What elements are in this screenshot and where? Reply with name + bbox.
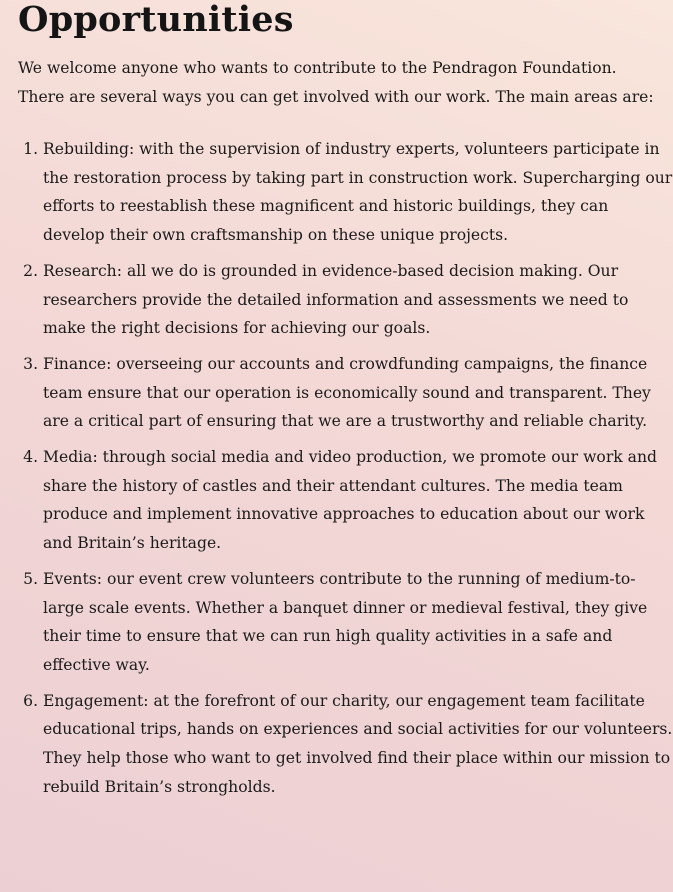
intro-paragraph: We welcome anyone who wants to contribute to the Pendragon Foundation. There are several ways you can get involved with our work. The main areas are: <box>18 59 654 106</box>
list-item-finance: 3. Finance: overseeing our accounts and crowdfunding campaigns, the finance team ensure that our operation is economically sound and transparent. They are a critical part of ensuring that we are a trustworthy and reliable charity. <box>43 350 673 436</box>
list-item-rebuilding: 1. Rebuilding: with the supervision of industry experts, volunteers participate in the restoration process by taking part in construction work. Supercharging our efforts to reestablish these magnificent and historic buildings, they can develop their own craftsmanship on these unique projects. <box>43 135 673 250</box>
page-title: Opportunities <box>18 0 294 40</box>
list-item-events: 5. Events: our event crew volunteers contribute to the running of medium-to-large scale events. Whether a banquet dinner or medieval festival, they give their time to ensure that we can run high quality activities in a safe and effective way. <box>43 565 673 680</box>
list-item-research: 2. Research: all we do is grounded in evidence-based decision making. Our researchers provide the detailed information and assessments we need to make the right decisions for achieving our goals. <box>43 257 673 343</box>
involvement-areas-list <box>18 135 673 801</box>
list-item-media: 4. Media: through social media and video production, we promote our work and share the history of castles and their attendant cultures. The media team produce and implement innovative approaches to education about our work and Britain’s heritage. <box>43 443 673 558</box>
list-item-engagement: 6. Engagement: at the forefront of our charity, our engagement team facilitate educational trips, hands on experiences and social activities for our volunteers. They help those who want to get involved find their place within our mission to rebuild Britain’s strongholds. <box>43 687 673 802</box>
